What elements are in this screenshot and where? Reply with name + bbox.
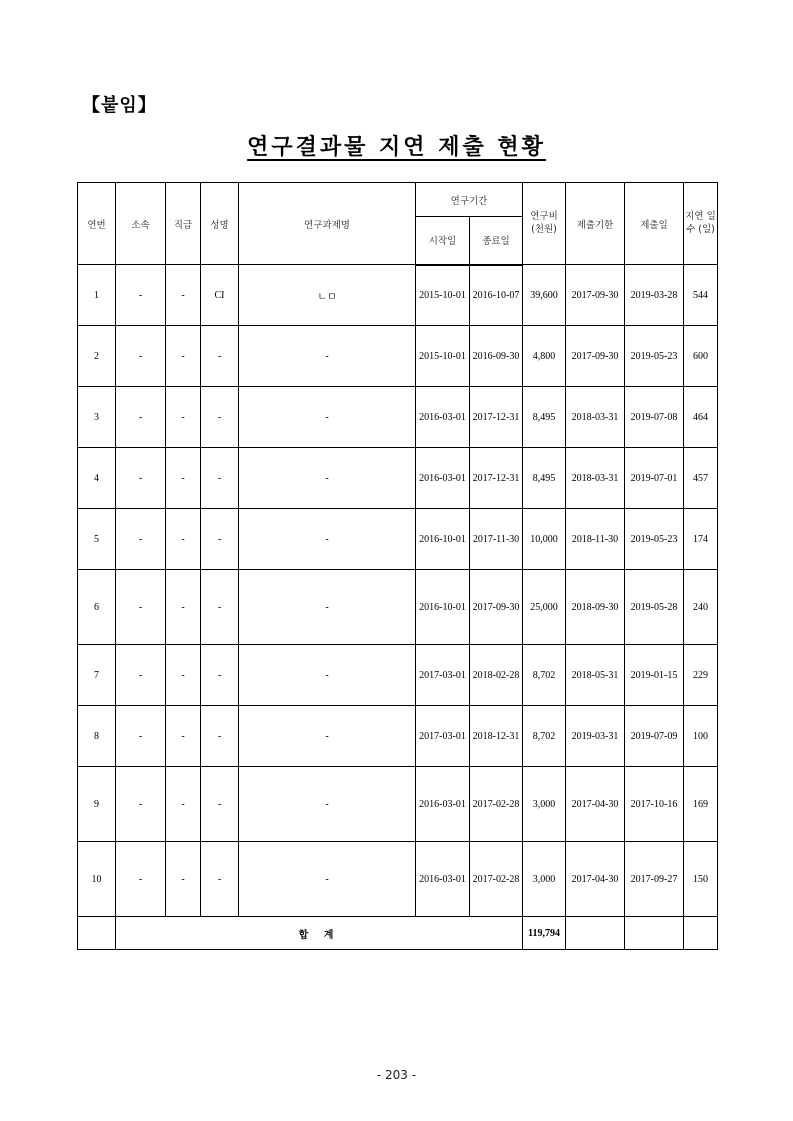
- header-no: 연번: [78, 183, 116, 265]
- cell-rank: -: [166, 570, 201, 645]
- cell-delay: 174: [684, 509, 718, 570]
- cell-project: -: [239, 326, 416, 387]
- cell-delay: 457: [684, 448, 718, 509]
- cell-deadline: 2018-05-31: [566, 645, 625, 706]
- cell-end: 2017-09-30: [470, 570, 523, 645]
- cell-no: 2: [78, 326, 116, 387]
- header-cost: 연구비 (천원): [523, 183, 566, 265]
- cell-submitted: 2019-05-23: [625, 326, 684, 387]
- table-row: [78, 645, 718, 706]
- total-label: 합 계: [116, 917, 523, 950]
- cell-affiliation: -: [116, 509, 166, 570]
- cell-end: 2017-02-28: [470, 842, 523, 917]
- table-row: [78, 767, 718, 842]
- cell-affiliation: -: [116, 570, 166, 645]
- cell-submitted: 2019-03-28: [625, 265, 684, 326]
- cell-cost: 8,495: [523, 448, 566, 509]
- cell-submitted: 2017-09-27: [625, 842, 684, 917]
- cell-end: 2017-12-31: [470, 387, 523, 448]
- cell-cost: 25,000: [523, 570, 566, 645]
- header-submitted: 제출일: [625, 183, 684, 265]
- cell-name: -: [201, 645, 239, 706]
- cell-end: 2017-12-31: [470, 448, 523, 509]
- table-row: [78, 570, 718, 645]
- cell-end: 2018-02-28: [470, 645, 523, 706]
- cell-submitted: 2019-07-09: [625, 706, 684, 767]
- total-blank-deadline: [566, 917, 625, 950]
- cell-cost: 3,000: [523, 842, 566, 917]
- cell-rank: -: [166, 645, 201, 706]
- cell-project: -: [239, 706, 416, 767]
- cell-name: -: [201, 842, 239, 917]
- cell-name: -: [201, 509, 239, 570]
- header-delay: 지연 일수 (일): [684, 183, 718, 265]
- cell-name: -: [201, 387, 239, 448]
- cell-start: 2016-10-01: [416, 570, 470, 645]
- cell-project: -: [239, 645, 416, 706]
- cell-delay: 100: [684, 706, 718, 767]
- header-start: 시작일: [416, 217, 470, 265]
- cell-submitted: 2017-10-16: [625, 767, 684, 842]
- page-title: 연구결과물 지연 제출 현황: [247, 135, 546, 160]
- cell-rank: -: [166, 448, 201, 509]
- cell-cost: 8,702: [523, 706, 566, 767]
- cell-start: 2016-03-01: [416, 387, 470, 448]
- cell-no: 10: [78, 842, 116, 917]
- cell-project: -: [239, 448, 416, 509]
- cell-project: -: [239, 842, 416, 917]
- cell-affiliation: -: [116, 645, 166, 706]
- table-row: [78, 842, 718, 917]
- cell-affiliation: -: [116, 842, 166, 917]
- cell-project: -: [239, 570, 416, 645]
- cell-cost: 39,600: [523, 265, 566, 326]
- total-row: [78, 917, 718, 950]
- cell-submitted: 2019-01-15: [625, 645, 684, 706]
- total-blank: [78, 917, 116, 950]
- cell-rank: -: [166, 387, 201, 448]
- cell-delay: 150: [684, 842, 718, 917]
- cell-rank: -: [166, 706, 201, 767]
- cell-cost: 8,702: [523, 645, 566, 706]
- cell-no: 5: [78, 509, 116, 570]
- cell-affiliation: -: [116, 387, 166, 448]
- cell-delay: 169: [684, 767, 718, 842]
- table-row: [78, 265, 718, 326]
- cell-rank: -: [166, 509, 201, 570]
- cell-end: 2017-11-30: [470, 509, 523, 570]
- page-number: - 203 -: [376, 1068, 417, 1082]
- cell-affiliation: -: [116, 326, 166, 387]
- cell-no: 3: [78, 387, 116, 448]
- cell-name: CI: [201, 265, 239, 326]
- delay-status-table: [77, 182, 718, 950]
- cell-cost: 8,495: [523, 387, 566, 448]
- cell-name: -: [201, 326, 239, 387]
- cell-deadline: 2019-03-31: [566, 706, 625, 767]
- cell-delay: 240: [684, 570, 718, 645]
- table-row: [78, 326, 718, 387]
- cell-no: 4: [78, 448, 116, 509]
- cell-name: -: [201, 767, 239, 842]
- total-blank-delay: [684, 917, 718, 950]
- cell-deadline: 2018-03-31: [566, 387, 625, 448]
- cell-rank: -: [166, 265, 201, 326]
- cell-project: -: [239, 509, 416, 570]
- cell-start: 2016-03-01: [416, 767, 470, 842]
- cell-rank: -: [166, 326, 201, 387]
- cell-submitted: 2019-05-23: [625, 509, 684, 570]
- cell-project: -: [239, 767, 416, 842]
- cell-project: -: [239, 387, 416, 448]
- cell-affiliation: -: [116, 706, 166, 767]
- cell-project: ㄴㅁ: [239, 265, 416, 326]
- table-body: [78, 265, 718, 917]
- header-end: 종료일: [470, 217, 523, 265]
- cell-deadline: 2018-03-31: [566, 448, 625, 509]
- cell-no: 8: [78, 706, 116, 767]
- cell-deadline: 2017-09-30: [566, 265, 625, 326]
- header-deadline: 제출기한: [566, 183, 625, 265]
- cell-rank: -: [166, 842, 201, 917]
- header-name: 성명: [201, 183, 239, 265]
- cell-delay: 544: [684, 265, 718, 326]
- cell-deadline: 2017-04-30: [566, 767, 625, 842]
- header-period: 연구기간: [416, 183, 523, 217]
- cell-submitted: 2019-05-28: [625, 570, 684, 645]
- cell-delay: 229: [684, 645, 718, 706]
- table-row: [78, 706, 718, 767]
- cell-deadline: 2017-04-30: [566, 842, 625, 917]
- cell-name: -: [201, 448, 239, 509]
- cell-deadline: 2017-09-30: [566, 326, 625, 387]
- table-row: [78, 387, 718, 448]
- cell-affiliation: -: [116, 767, 166, 842]
- cell-start: 2017-03-01: [416, 706, 470, 767]
- cell-start: 2015-10-01: [416, 265, 470, 326]
- cell-no: 6: [78, 570, 116, 645]
- cell-cost: 4,800: [523, 326, 566, 387]
- total-cost: 119,794: [523, 917, 566, 950]
- cell-affiliation: -: [116, 265, 166, 326]
- cell-deadline: 2018-09-30: [566, 570, 625, 645]
- cell-end: 2016-10-07: [470, 265, 523, 326]
- cell-name: -: [201, 706, 239, 767]
- attachment-label: 【붙임】: [82, 95, 157, 116]
- header-rank: 직급: [166, 183, 201, 265]
- cell-submitted: 2019-07-01: [625, 448, 684, 509]
- cell-no: 9: [78, 767, 116, 842]
- cell-start: 2016-10-01: [416, 509, 470, 570]
- cell-delay: 600: [684, 326, 718, 387]
- table-row: [78, 509, 718, 570]
- cell-cost: 3,000: [523, 767, 566, 842]
- total-blank-submitted: [625, 917, 684, 950]
- cell-no: 7: [78, 645, 116, 706]
- cell-end: 2016-09-30: [470, 326, 523, 387]
- header-project: 연구과제명: [239, 183, 416, 265]
- cell-deadline: 2018-11-30: [566, 509, 625, 570]
- cell-delay: 464: [684, 387, 718, 448]
- cell-end: 2018-12-31: [470, 706, 523, 767]
- cell-rank: -: [166, 767, 201, 842]
- cell-start: 2015-10-01: [416, 326, 470, 387]
- cell-start: 2016-03-01: [416, 448, 470, 509]
- cell-start: 2016-03-01: [416, 842, 470, 917]
- cell-cost: 10,000: [523, 509, 566, 570]
- page-title-wrap: [0, 130, 793, 161]
- cell-affiliation: -: [116, 448, 166, 509]
- table-row: [78, 448, 718, 509]
- cell-end: 2017-02-28: [470, 767, 523, 842]
- cell-no: 1: [78, 265, 116, 326]
- cell-submitted: 2019-07-08: [625, 387, 684, 448]
- cell-start: 2017-03-01: [416, 645, 470, 706]
- cell-name: -: [201, 570, 239, 645]
- header-affiliation: 소속: [116, 183, 166, 265]
